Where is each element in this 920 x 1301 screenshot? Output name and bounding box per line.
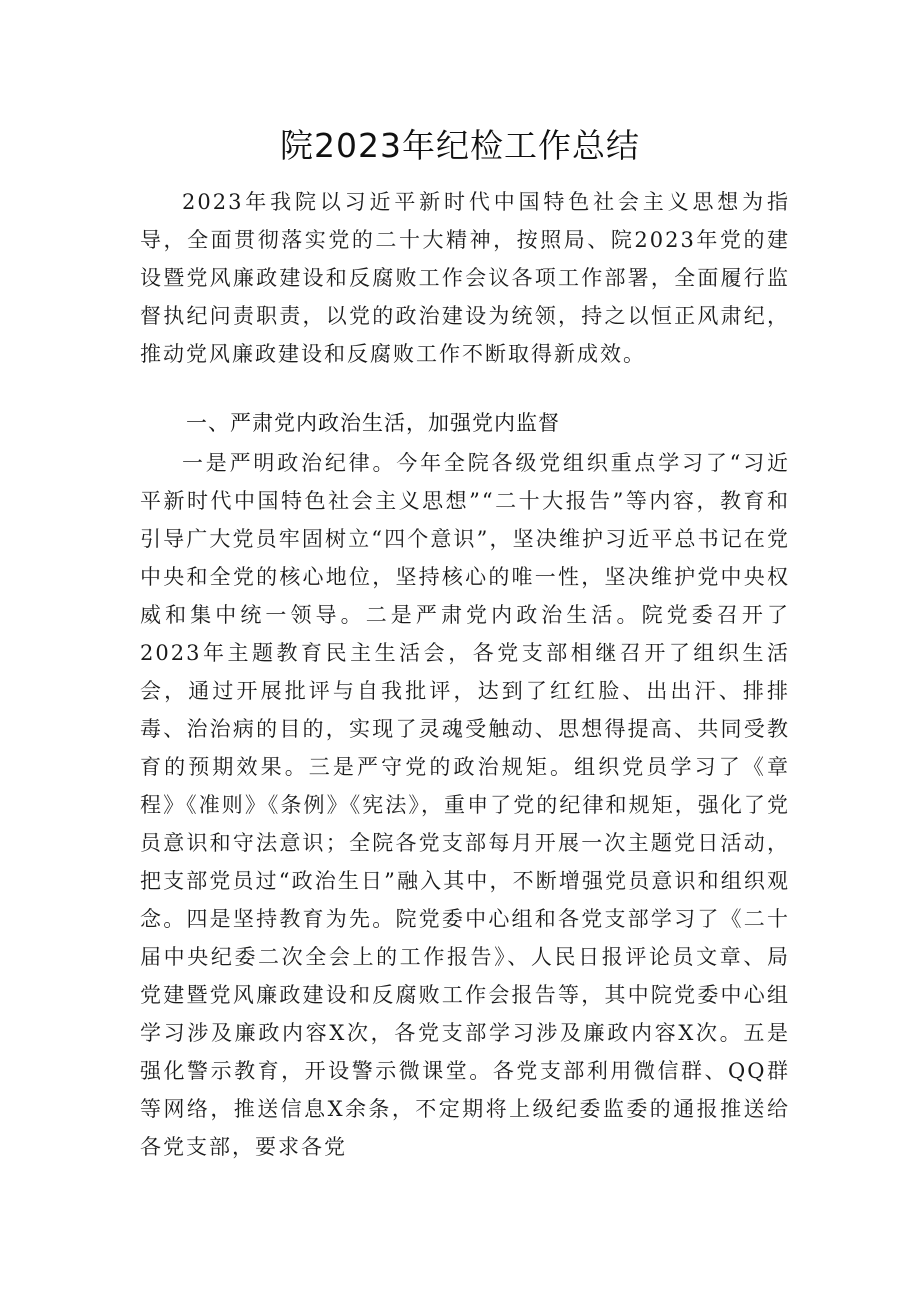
intro-paragraph: 2023年我院以习近平新时代中国特色社会主义思想为指导，全面贯彻落实党的二十大精神，按照局、院2023年党的建设暨党风廉政建设和反腐败工作会议各项工作部署，全面履行监督执纪问责职责，以党的政治建设为统领，持之以恒正风肃纪，推动党风廉政建设和反腐败工作不断取得新成效。 bbox=[140, 190, 790, 366]
intro-paragraph-block bbox=[140, 183, 790, 373]
document-title: 院2023年纪检工作总结 bbox=[280, 126, 640, 165]
section-body-block bbox=[140, 444, 790, 1166]
section-heading: 一、严肃党内政治生活，加强党内监督 bbox=[186, 411, 560, 435]
section-paragraph: 一是严明政治纪律。今年全院各级党组织重点学习了“习近平新时代中国特色社会主义思想”“二十大报告”等内容，教育和引导广大党员牢固树立“四个意识”，坚决维护习近平总书记在党中央和全党的核心地位，坚持核心的唯一性，坚决维护党中央权威和集中统一领导。二是严肃党内政治生活。院党委召开了2023年主题教育民主生活会，各党支部相继召开了组织生活会，通过开展批评与自我批评，达到了红红脸、出出汗、排排毒、治治病的目的，实现了灵魂受触动、思想得提高、共同受教育的预期效果。三是严守党的政治规矩。组织党员学习了《章程》《准则》《条例》《宪法》，重申了党的纪律和规矩，强化了党员意识和守法意识；全院各党支部每月开展一次主题党日活动，把支部党员过“政治生日”融入其中，不断增强党员意识和组织观念。四是坚持教育为先。院党委中心组和各党支部学习了《二十届中央纪委二次全会上的工作报告》、人民日报评论员文章、局党建暨党风廉政建设和反腐败工作会报告等，其中院党委中心组学习涉及廉政内容X次，各党支部学习涉及廉政内容X次。五是强化警示教育，开设警示微课堂。各党支部利用微信群、QQ群等网络，推送信息X余条，不定期将上级纪委监委的通报推送给各党支部，要求各党 bbox=[140, 451, 790, 1159]
